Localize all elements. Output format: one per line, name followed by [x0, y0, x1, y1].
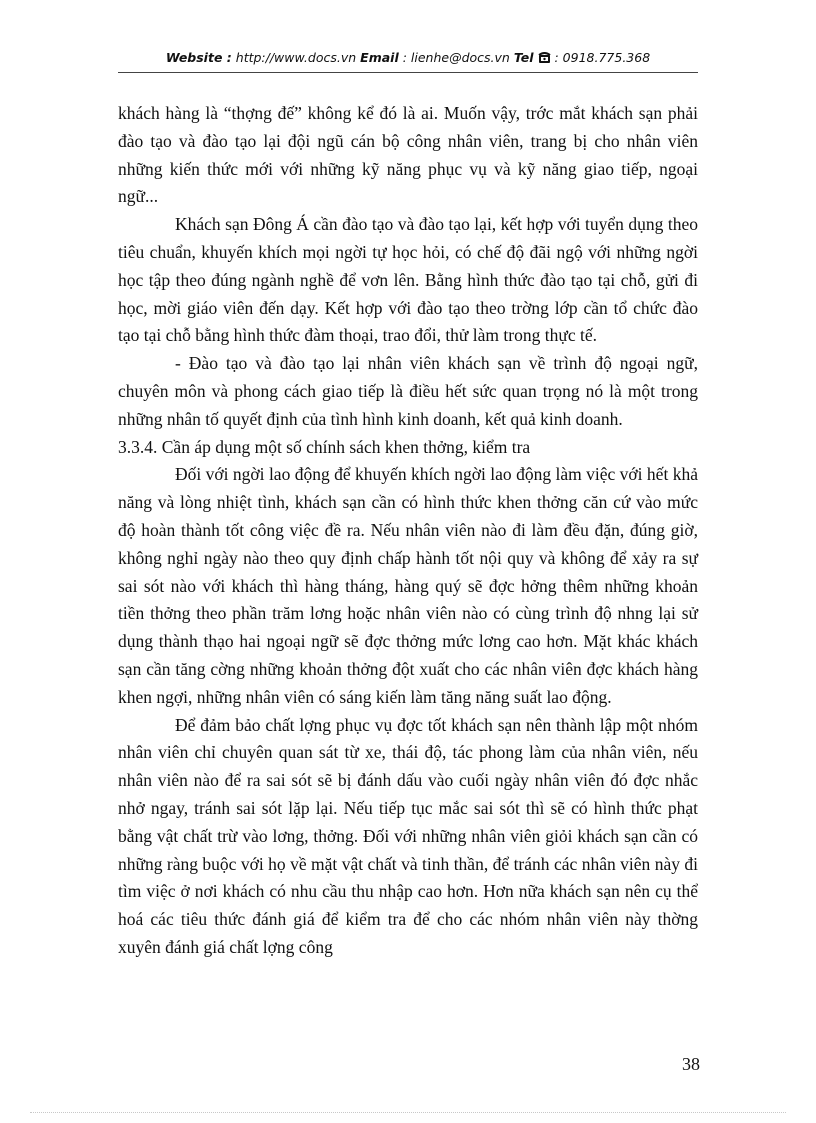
email-label: Email: [360, 50, 399, 65]
paragraph: - Đào tạo và đào tạo lại nhân viên khách sạn về trình độ ngoại ngữ, chuyên môn và phong cách giao tiếp là điều hết sức quan trọng nó là một trong những nhân tố quyết định của tình hình kinh doanh, kết quả kinh doanh.: [118, 353, 698, 429]
website-label: Website :: [165, 50, 232, 65]
header-divider: [118, 72, 698, 73]
phone-icon: [538, 51, 551, 67]
page-number: 38: [682, 1054, 700, 1074]
paragraph: khách hàng là “thợng đế” không kể đó là ai. Muốn vậy, trớc mắt khách sạn phải đào tạo và đào tạo lại đội ngũ cán bộ công nhân viên, trang bị cho nhân viên những kiến thức mới với những kỹ năng phục vụ và kỹ năng giao tiếp, ngoại ngữ...: [118, 103, 698, 207]
tel-value: : 0918.775.368: [554, 50, 651, 65]
website-url: http://www.docs.vn: [235, 50, 357, 65]
paragraph: Khách sạn Đông Á cần đào tạo và đào tạo lại, kết hợp với tuyển dụng theo tiêu chuẩn, khuyến khích mọi ngời tự học hỏi, có chế độ đãi ngộ với những ngời học tập theo đúng ngành nghề để vơn lên. Bằng hình thức đào tạo tại chỗ, gửi đi học, mời giáo viên đến dạy. Kết hợp với đào tạo theo trờng lớp cần tổ chức đào tạo tại chỗ bằng hình thức đàm thoại, trao đổi, thử làm trong thực tế.: [118, 214, 698, 346]
document-body: [118, 100, 698, 962]
paragraph: Đối với ngời lao động để khuyến khích ngời lao động làm việc với hết khả năng và lòng nhiệt tình, khách sạn cần có hình thức khen thởng căn cứ vào mức độ hoàn thành tốt công việc đề ra. Nếu nhân viên nào đi làm đều đặn, đúng giờ, không nghỉ ngày nào theo quy định chấp hành tốt nội quy và không để xảy ra sự sai sót nào với khách thì hàng tháng, hàng quý sẽ đợc hởng thêm những khoản tiền thởng theo phần trăm lơng hoặc nhân viên nào có cùng trình độ nhng lại sử dụng thành thạo hai ngoại ngữ sẽ đợc thởng mức lơng cao hơn. Mặt khác khách sạn cần tăng cờng những khoản thởng đột xuất cho các nhân viên đợc khách hàng khen ngợi, những nhân viên có sáng kiến làm tăng năng suất lao động.: [118, 464, 698, 707]
page-header: [118, 50, 698, 67]
footer-divider: [30, 1112, 786, 1113]
section-heading: 3.3.4. Cần áp dụng một số chính sách khen thởng, kiểm tra: [118, 436, 531, 457]
paragraph: Để đảm bảo chất lợng phục vụ đợc tốt khách sạn nên thành lập một nhóm nhân viên chỉ chuyên quan sát từ xe, thái độ, tác phong làm của nhân viên, nếu nhân viên nào để ra sai sót sẽ bị đánh dấu vào cuối ngày nhân viên đó đợc nhắc nhở ngay, tránh sai sót lặp lại. Nếu tiếp tục mắc sai sót thì sẽ có hình thức phạt bằng vật chất trừ vào lơng, thởng. Đối với những nhân viên giỏi khách sạn cần có những ràng buộc với họ về mặt vật chất và tinh thần, để tránh các nhân viên này đi tìm việc ở nơi khách có nhu cầu thu nhập cao hơn. Hơn nữa khách sạn nên cụ thể hoá các tiêu thức đánh giá để kiểm tra để cho các nhóm nhân viên này thờng xuyên đánh giá chất lợng công: [118, 714, 698, 957]
tel-label: Tel: [513, 50, 534, 65]
email-value: : lienhe@docs.vn: [402, 50, 510, 65]
